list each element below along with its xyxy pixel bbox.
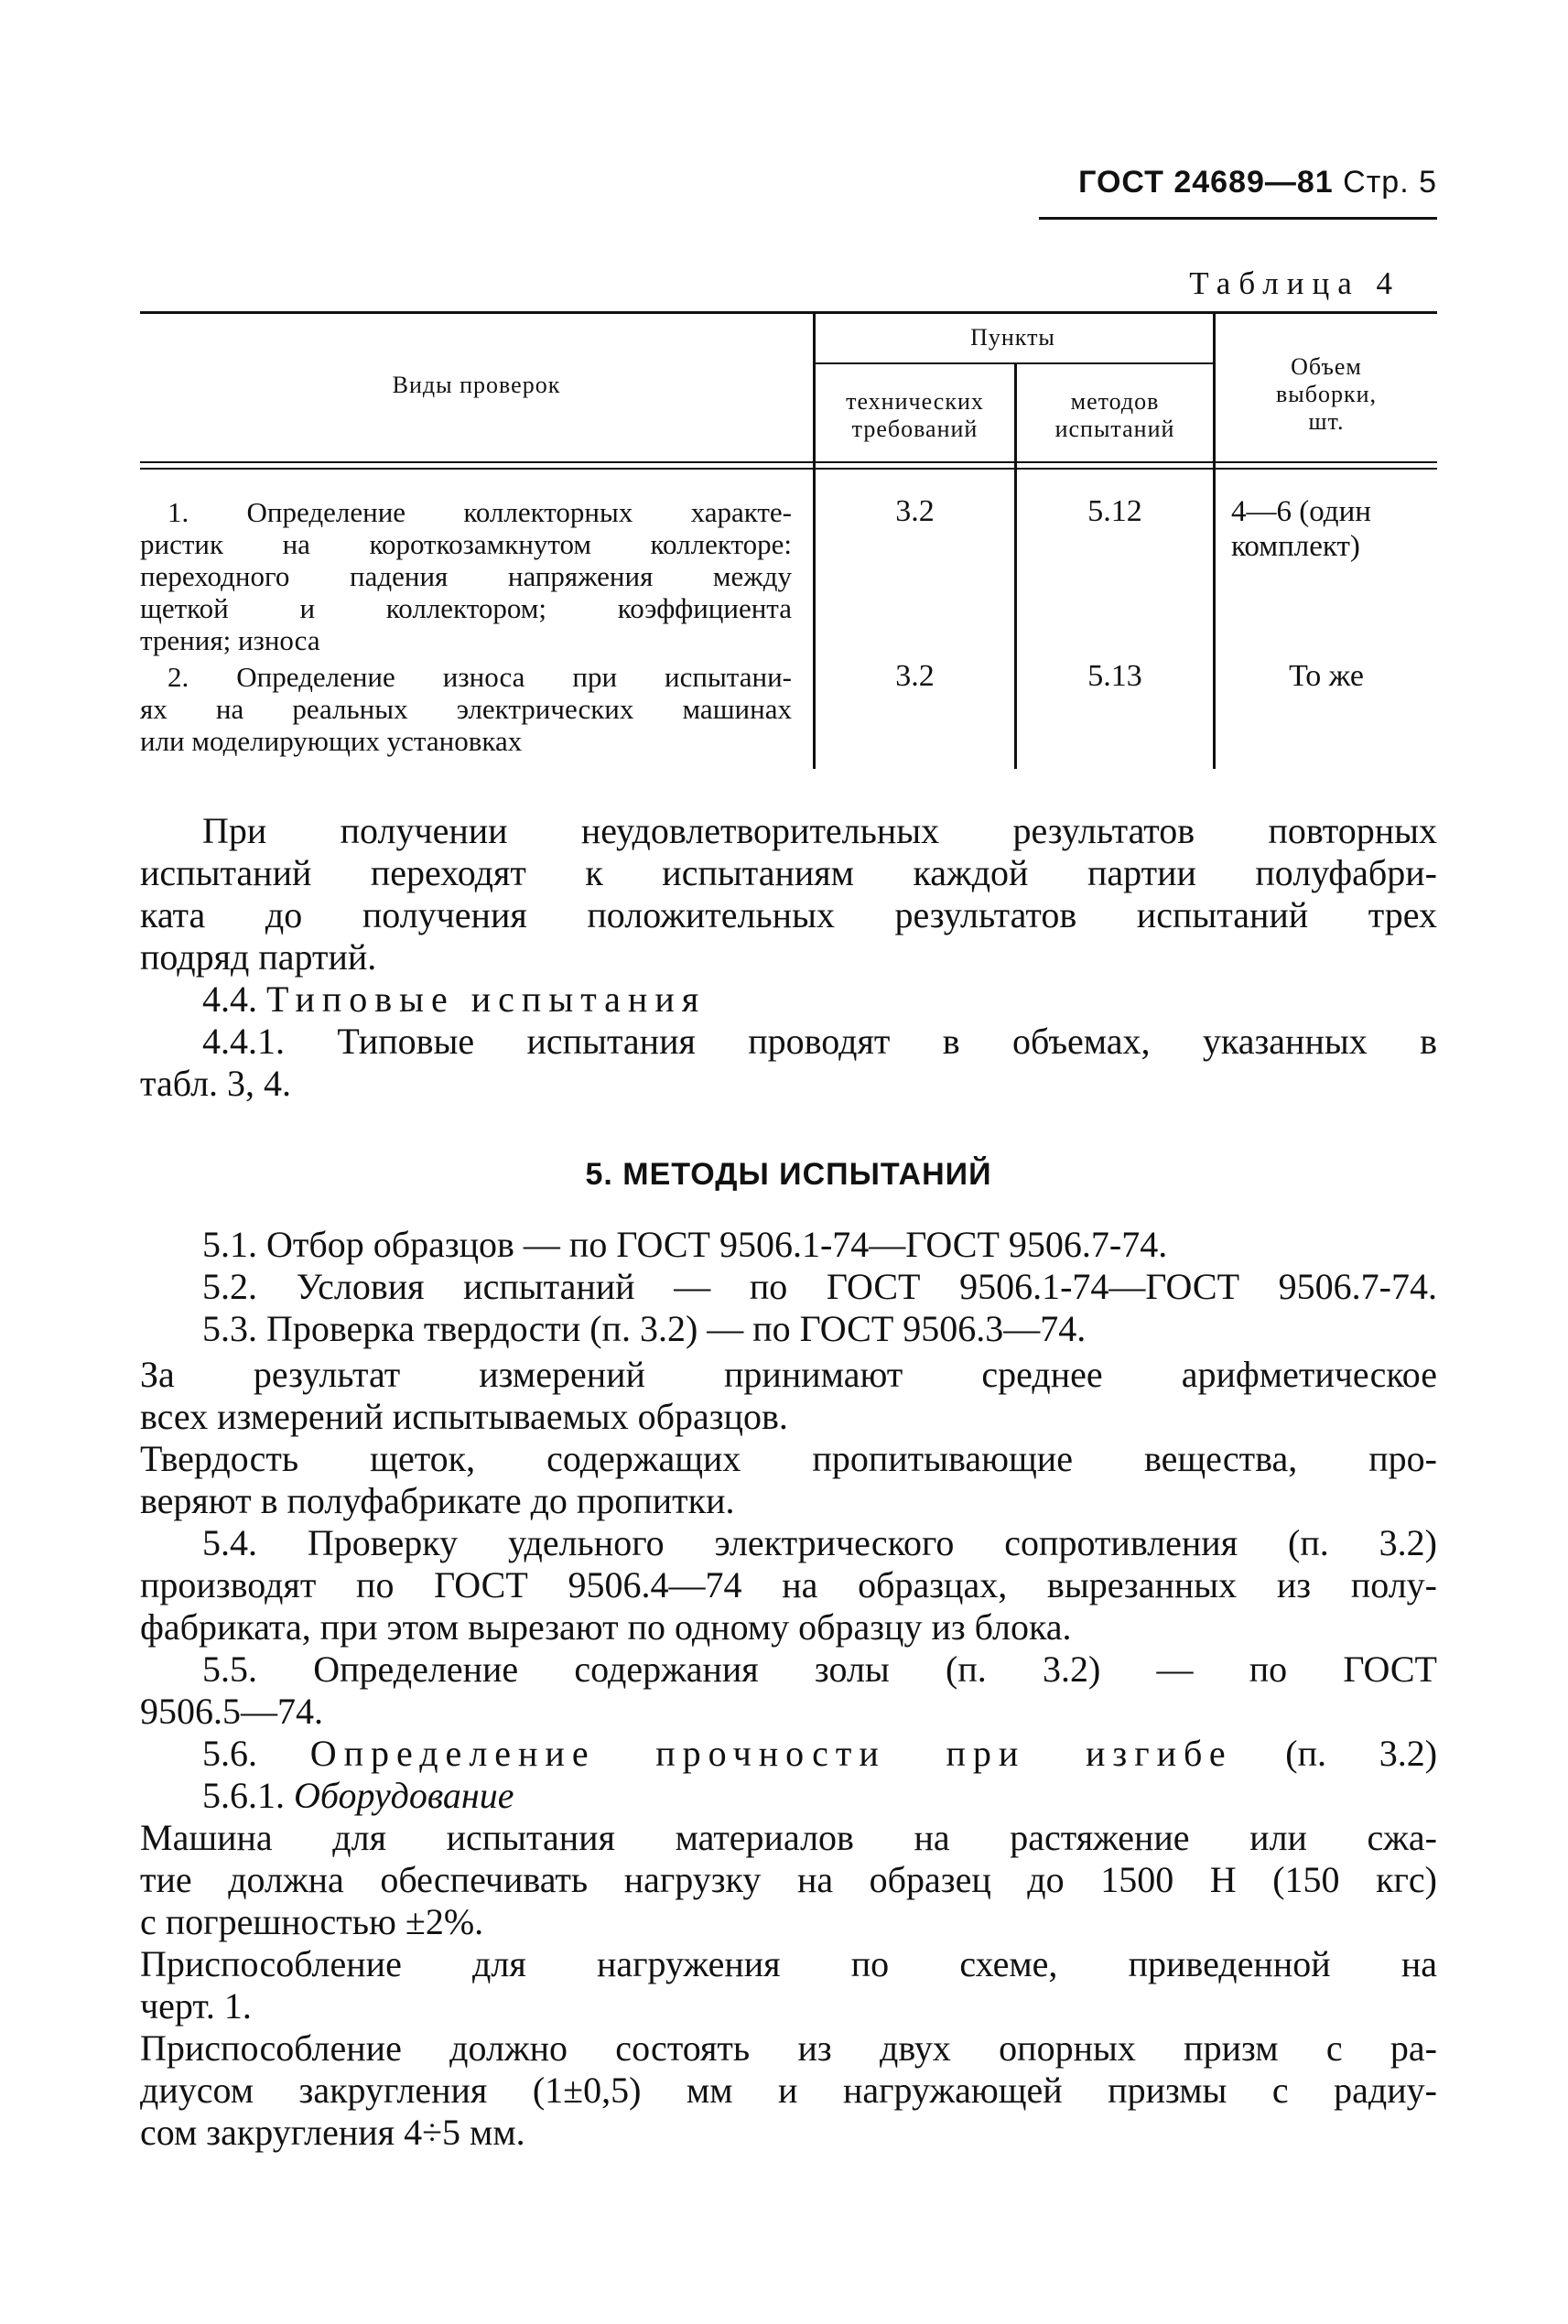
col-header-checks: Виды проверок [392,372,561,398]
section-title: Типовые испытания [266,978,707,1020]
table-row-2-tech: 3.2 [895,659,935,693]
col-header-volume [1216,353,1437,436]
subsection-number: 5.6.1. [202,1775,285,1816]
table-row-2-line: или моделирующих установках [140,725,523,757]
section-number: 5.6. [202,1733,257,1774]
table-top-rule [140,311,1437,314]
text-line: Твердость щеток, содержащих пропитывающие вещества, про- [140,1438,1437,1479]
section-title: Определение прочности при изгибе [309,1733,1233,1774]
table-row-2-check [140,661,792,757]
table-row-2-method: 5.13 [1087,659,1142,693]
table-row-1-volume-line-2: комплект) [1231,530,1360,563]
section-reference: (п. 3.2) [1285,1733,1438,1774]
text-line: За результат измерений принимают среднее арифметическое [140,1354,1437,1395]
text-line: диусом закругления (1±0,5) мм и нагружающей призмы с радиу- [140,2070,1437,2111]
table-row-1-line: щеткой и коллектором; коэффициента [140,592,792,624]
col-header-volume-line-2: выборки, [1275,381,1378,407]
text-line: 5.1. Отбор образцов — по ГОСТ 9506.1-74—ГОСТ 9506.7-74. [202,1224,1168,1265]
col-header-volume-line-1: Объем [1291,353,1362,380]
text-line [202,1733,1437,1775]
page-number: Стр. 5 [1343,165,1437,200]
table-row-1-line: переходного падения напряжения между [140,560,792,592]
table-row-1-line: 1. Определение коллекторных характе- [168,496,792,528]
text-line: сом закругления 4÷5 мм. [140,2112,525,2153]
section-number: 4.4. [202,978,257,1020]
points-subheader-rule [813,362,1213,364]
text-line: табл. 3, 4. [140,1063,292,1104]
text-line: Машина для испытания материалов на растяжение или сжа- [140,1817,1437,1858]
col-header-tech-line-2: требований [851,416,979,442]
header-bottom-rule-1 [140,461,1437,463]
text-line: ката до получения положительных результатов испытаний трех [140,894,1437,935]
col-header-tech [816,388,1014,443]
table-row-1-volume-line-1: 4—6 (один [1231,495,1371,528]
table-row-1-volume [1231,494,1437,564]
text-line: тие должна обеспечивать нагрузку на образец до 1500 Н (150 кгс) [140,1859,1437,1900]
text-line: При получении неудовлетворительных результатов повторных [202,810,1437,851]
text-line: фабриката, при этом вырезают по одному образцу из блока. [140,1606,1072,1648]
col-header-methods-line-2: испытаний [1054,416,1175,442]
table-row-2-line: ях на реальных электрических машинах [140,693,792,725]
col-header-volume-line-3: шт. [1308,408,1345,435]
text-line: черт. 1. [140,1985,252,2027]
col-header-methods [1017,388,1213,443]
col-header-points: Пункты [970,324,1055,351]
table-row-1-line: трения; износа [140,624,320,656]
text-line: испытаний переходят к испытаниям каждой партии полуфабри- [140,852,1437,893]
table-caption: Таблица 4 [1189,265,1400,301]
text-line: 5.3. Проверка твердости (п. 3.2) — по ГОСТ 9506.3—74. [202,1308,1087,1349]
header-rule [1039,217,1437,220]
subsection-title: Оборудование [294,1775,514,1816]
text-line: подряд партий. [140,936,377,978]
table-row-2-volume: То же [1289,659,1364,693]
text-line: Приспособление для нагружения по схеме, приведенной на [140,1943,1437,1984]
section-5-title: 5. МЕТОДЫ ИСПЫТАНИЙ [585,1157,992,1192]
text-line: 4.4.1. Типовые испытания проводят в объемах, указанных в [202,1021,1437,1062]
text-line: Приспособление должно состоять из двух опорных призм с ра- [140,2027,1437,2069]
text-line: 9506.5—74. [140,1691,323,1732]
table-row-1-method: 5.12 [1087,494,1142,528]
table-row-2-line: 2. Определение износа при испытани- [168,661,792,693]
col-header-methods-line-1: методов [1070,388,1160,415]
table-row-1-line: ристик на короткозамкнутом коллекторе: [140,528,792,560]
col-divider-1 [813,311,816,769]
standard-number: ГОСТ 24689—81 [1078,165,1334,200]
text-line [202,1775,1437,1817]
running-head [1034,165,1437,200]
table-row-1-check [140,496,792,656]
header-bottom-rule-2 [140,468,1437,470]
text-line [202,978,1437,1021]
col-header-tech-line-1: технических [846,388,984,415]
table-row-1-tech: 3.2 [895,494,935,528]
text-line: с погрешностью ±2%. [140,1901,484,1942]
text-line: всех измерений испытываемых образцов. [140,1396,788,1437]
text-line: веряют в полуфабрикате до пропитки. [140,1480,735,1521]
table-4 [140,311,1437,769]
text-line: 5.2. Условия испытаний — по ГОСТ 9506.1-74—ГОСТ 9506.7-74. [202,1266,1437,1307]
text-line: 5.4. Проверку удельного электрического сопротивления (п. 3.2) [202,1522,1437,1563]
text-line: 5.5. Определение содержания золы (п. 3.2) — по ГОСТ [202,1648,1437,1690]
text-line: производят по ГОСТ 9506.4—74 на образцах, вырезанных из полу- [140,1564,1437,1605]
